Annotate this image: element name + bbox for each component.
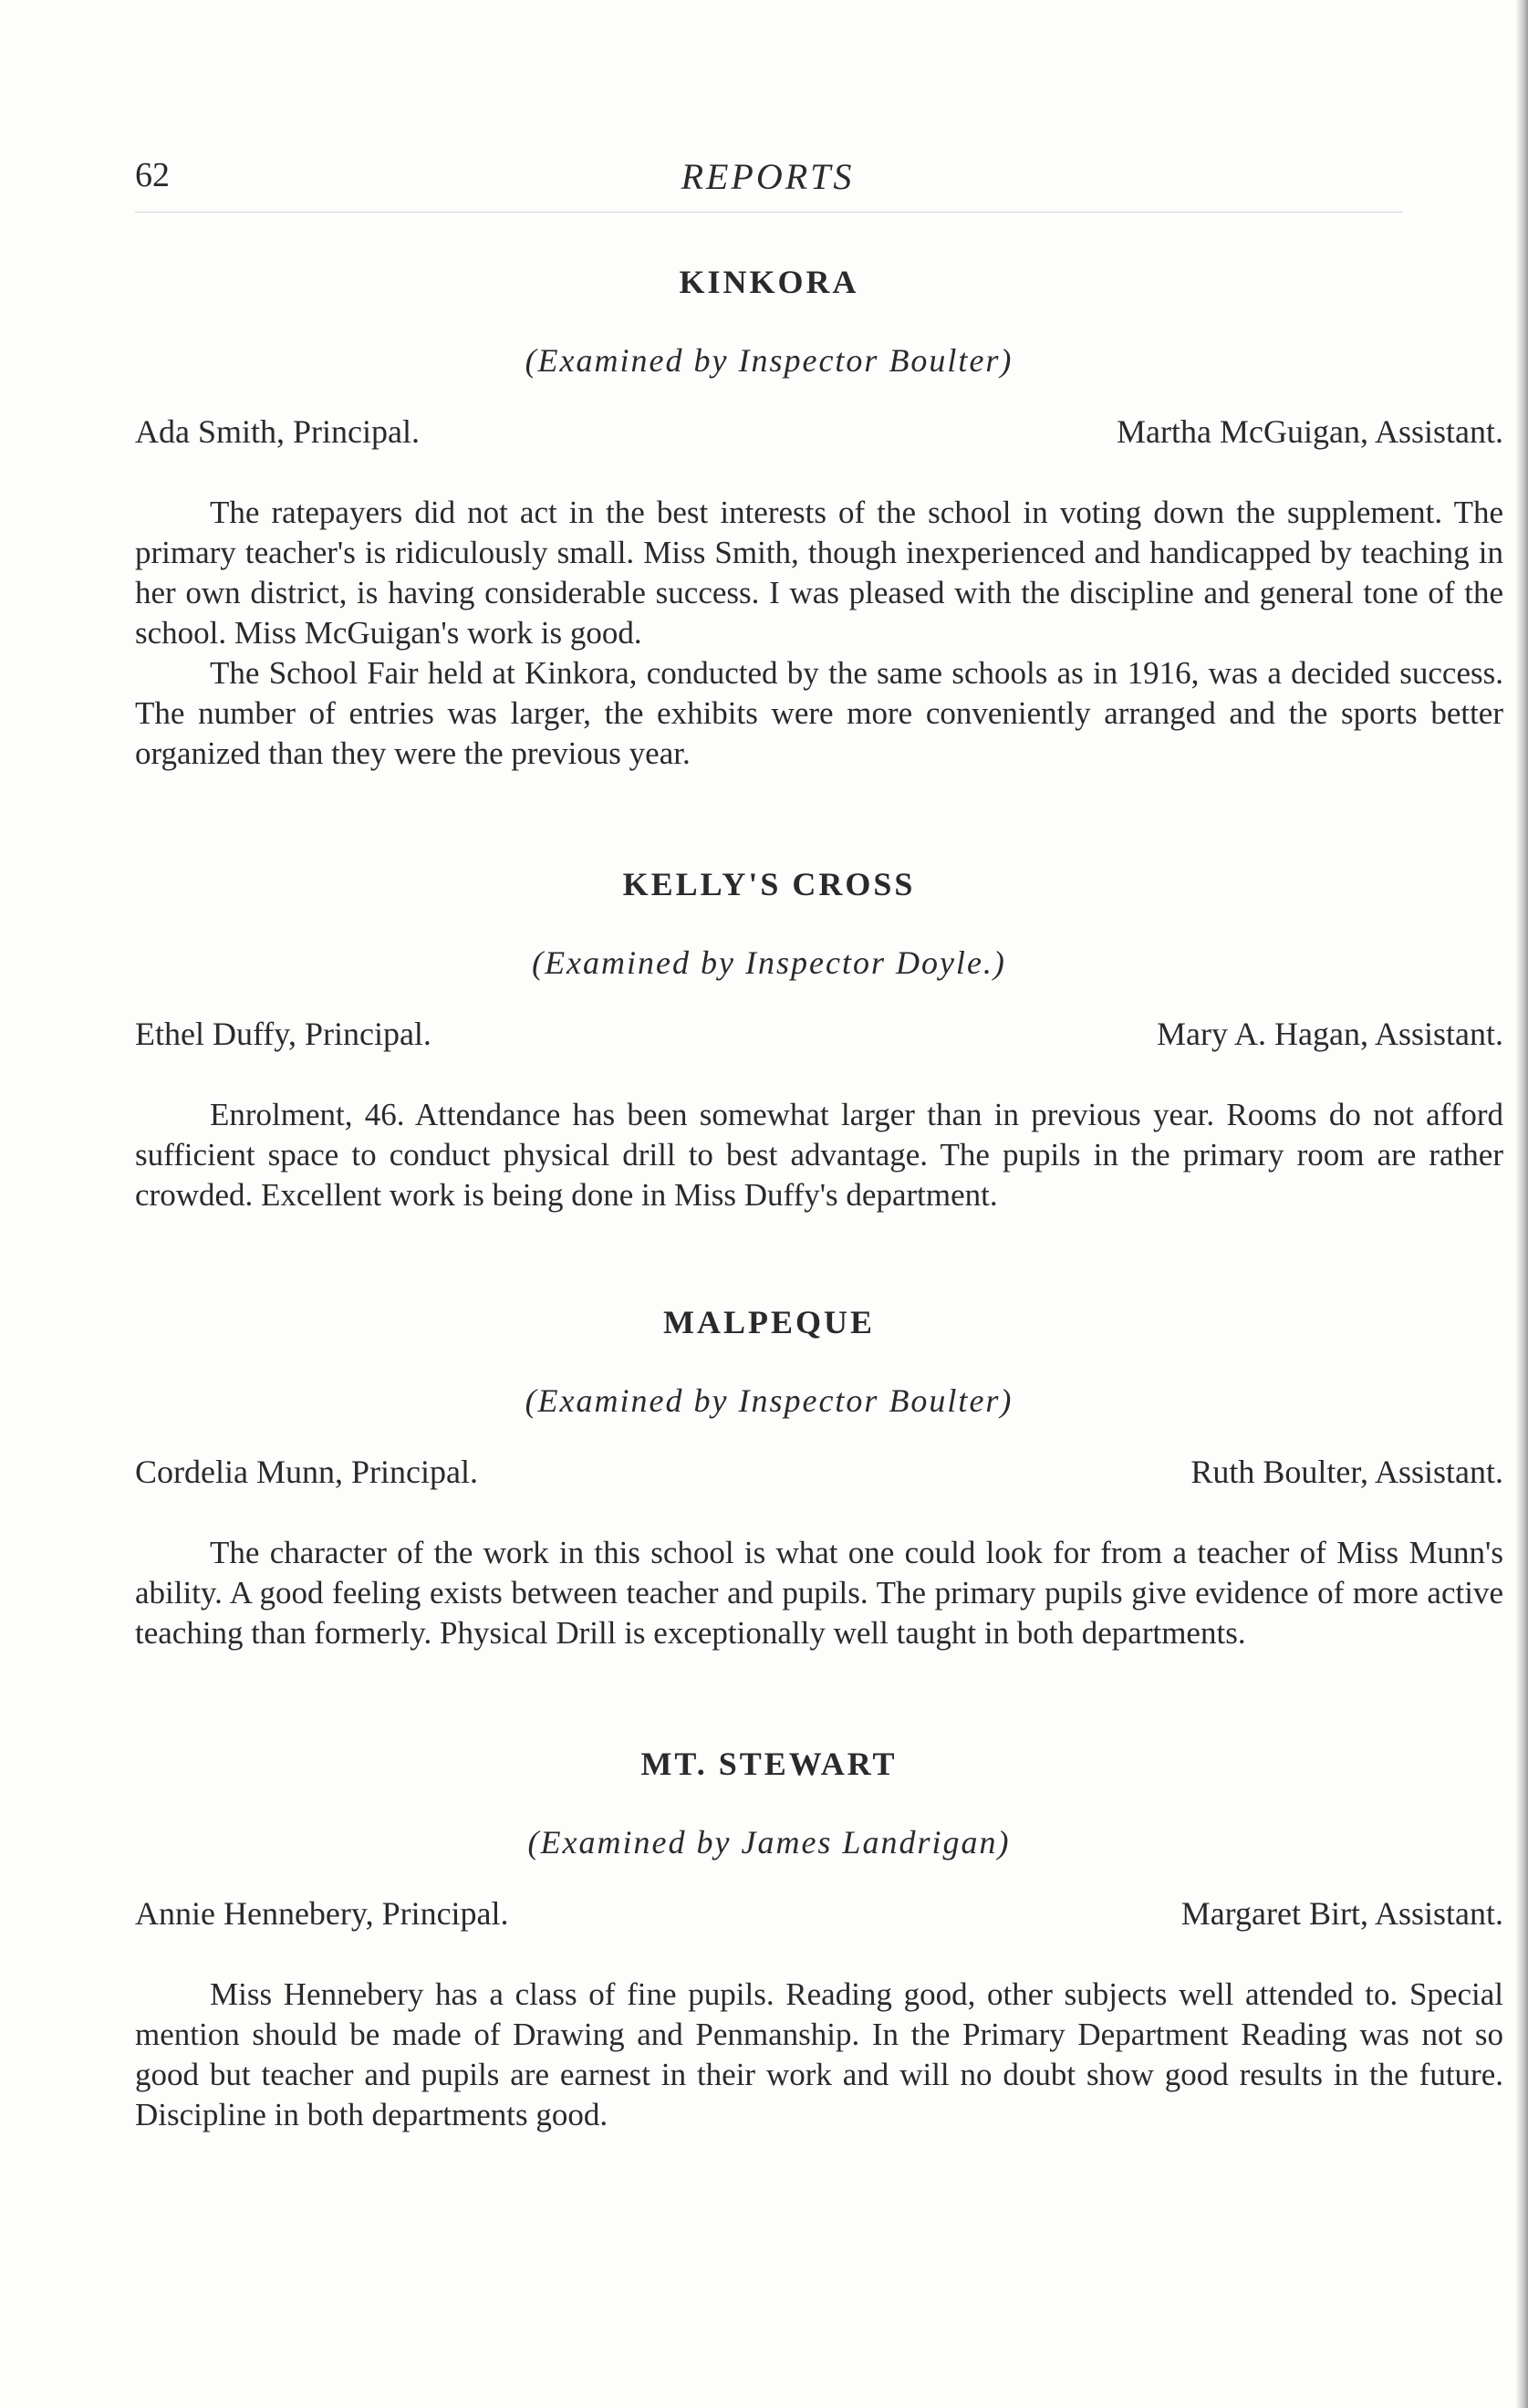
staff-line <box>135 412 1503 454</box>
report-body <box>135 493 1503 774</box>
school-name: KELLY'S CROSS <box>622 866 916 902</box>
report-kinkora <box>135 263 1503 774</box>
examiner-line: (Examined by Inspector Boulter) <box>525 342 1013 379</box>
report-paragraph: The character of the work in this school is what one could look for from a teacher of Miss Munn's ability. A good feeling exists between teacher and pupils. The primary pupils give evidence of more active teaching than formerly. Physical Drill is exceptionally well taught in both departments. <box>135 1535 1503 1651</box>
page-edge-shadow <box>1515 0 1528 2408</box>
running-header <box>135 155 1400 210</box>
principal-name: Cordelia Munn, Principal. <box>135 1454 478 1490</box>
school-name: KINKORA <box>679 264 859 300</box>
page-number: 62 <box>135 156 170 194</box>
principal-name: Ethel Duffy, Principal. <box>135 1016 431 1052</box>
principal-name: Annie Hennebery, Principal. <box>135 1895 509 1932</box>
assistant-name: Ruth Boulter, Assistant. <box>1190 1454 1503 1490</box>
assistant-name: Margaret Birt, Assistant. <box>1180 1895 1503 1932</box>
report-body <box>135 1533 1503 1653</box>
report-paragraph: The School Fair held at Kinkora, conducted by the same schools as in 1916, was a decided success. The number of entries was larger, the exhibits were more conveniently arranged and the sports better organized than they were the previous year. <box>135 655 1503 771</box>
report-body <box>135 1095 1503 1215</box>
staff-line <box>135 1015 1503 1057</box>
report-paragraph: Enrolment, 46. Attendance has been somewhat larger than in previous year. Rooms do not afford sufficient space to conduct physical drill to best advantage. The pupils in the primary room are rather crowded. Excellent work is being done in Miss Duffy's department. <box>135 1097 1503 1213</box>
report-paragraph: The ratepayers did not act in the best interests of the school in voting down the supplement. The primary teacher's is ridiculously small. Miss Smith, though inexperienced and handicapped by teaching in her own district, is having considerable success. I was pleased with the discipline and general tone of the school. Miss McGuigan's work is good. <box>135 495 1503 651</box>
staff-line <box>135 1453 1503 1495</box>
examiner-line: (Examined by Inspector Doyle.) <box>532 944 1006 981</box>
staff-line <box>135 1894 1503 1936</box>
examiner-line: (Examined by James Landrigan) <box>527 1824 1011 1861</box>
school-name: MALPEQUE <box>662 1304 875 1340</box>
report-paragraph: Miss Hennebery has a class of fine pupils. Reading good, other subjects well attended to. Special mention should be made of Drawing and Penmanship. In the Primary Department Reading was not so good but teacher and pupils are earnest in their work and will no doubt show good results in the future. Discipline in both departments good. <box>135 1976 1503 2132</box>
report-malpeque <box>135 1303 1503 1653</box>
school-name: MT. STEWART <box>640 1746 898 1782</box>
report-body <box>135 1975 1503 2135</box>
running-title: REPORTS <box>681 156 855 197</box>
assistant-name: Mary A. Hagan, Assistant. <box>1157 1016 1503 1052</box>
header-rule <box>135 212 1403 213</box>
report-mt-stewart <box>135 1745 1503 2135</box>
assistant-name: Martha McGuigan, Assistant. <box>1117 413 1503 450</box>
principal-name: Ada Smith, Principal. <box>135 413 420 450</box>
report-kellys-cross <box>135 865 1503 1215</box>
examiner-line: (Examined by Inspector Boulter) <box>525 1382 1013 1419</box>
